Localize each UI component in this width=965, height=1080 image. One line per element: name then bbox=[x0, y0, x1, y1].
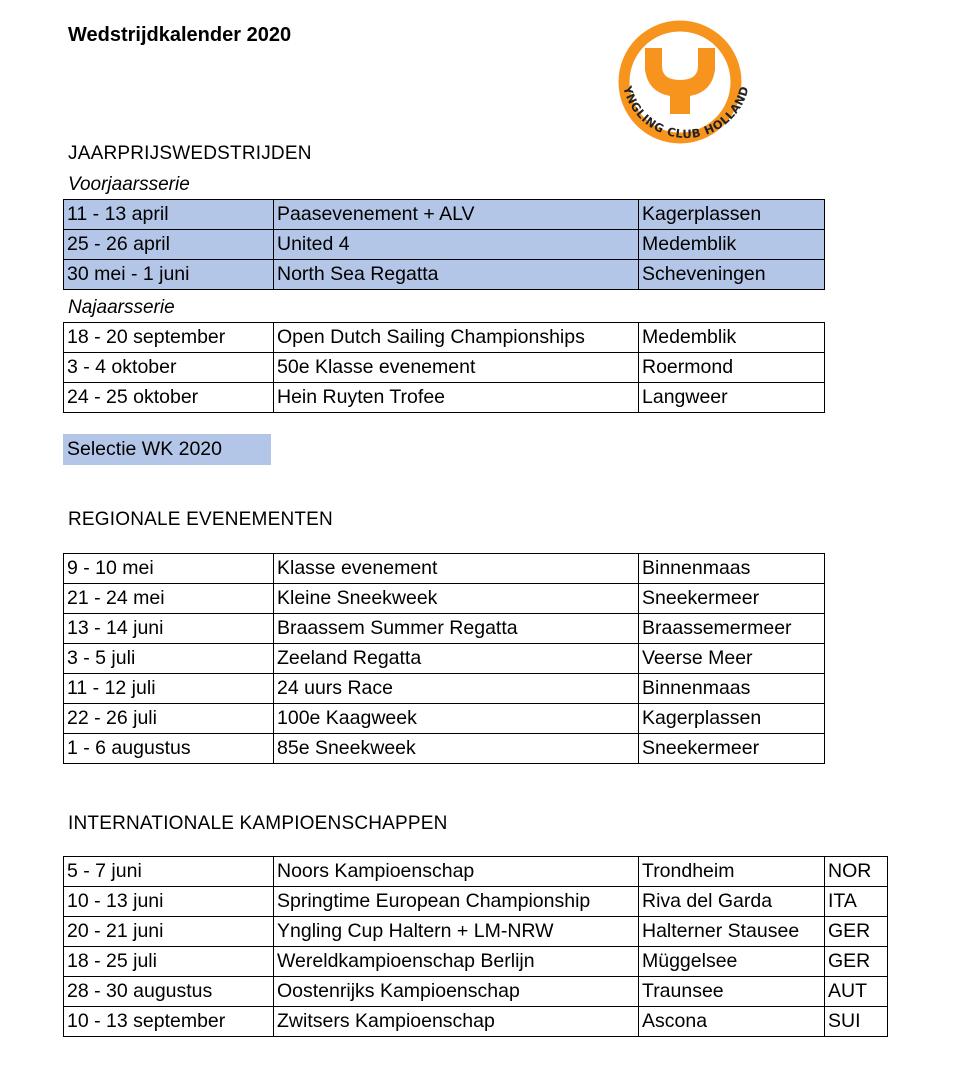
date-cell: 10 - 13 september bbox=[64, 1007, 274, 1037]
date-cell: 25 - 26 april bbox=[64, 230, 274, 260]
date-cell: 3 - 5 juli bbox=[64, 644, 274, 674]
event-cell: 50e Klasse evenement bbox=[274, 353, 639, 383]
section-heading-internationaal: INTERNATIONALE KAMPIOENSCHAPPEN bbox=[68, 813, 448, 834]
section-heading-regionaal: REGIONALE EVENEMENTEN bbox=[68, 509, 333, 530]
svg-text:YNGLING CLUB HOLLAND: YNGLING CLUB HOLLAND bbox=[620, 84, 752, 142]
date-cell: 5 - 7 juni bbox=[64, 857, 274, 887]
table-row bbox=[64, 734, 825, 764]
date-cell: 18 - 20 september bbox=[64, 323, 274, 353]
event-cell: Braassem Summer Regatta bbox=[274, 614, 639, 644]
event-cell: Springtime European Championship bbox=[274, 887, 639, 917]
subheading-voorjaarsserie: Voorjaarsserie bbox=[68, 174, 190, 195]
event-cell: Wereldkampioenschap Berlijn bbox=[274, 947, 639, 977]
table-row bbox=[64, 917, 888, 947]
event-cell: Oostenrijks Kampioenschap bbox=[274, 977, 639, 1007]
table-row bbox=[64, 323, 825, 353]
date-cell: 13 - 14 juni bbox=[64, 614, 274, 644]
table-row bbox=[64, 887, 888, 917]
date-cell: 22 - 26 juli bbox=[64, 704, 274, 734]
location-cell: Trondheim bbox=[639, 857, 825, 887]
location-cell: Medemblik bbox=[639, 230, 825, 260]
location-cell: Medemblik bbox=[639, 323, 825, 353]
date-cell: 20 - 21 juni bbox=[64, 917, 274, 947]
page-title: Wedstrijdkalender 2020 bbox=[68, 24, 292, 46]
date-cell: 9 - 10 mei bbox=[64, 554, 274, 584]
location-cell: Roermond bbox=[639, 353, 825, 383]
date-cell: 30 mei - 1 juni bbox=[64, 260, 274, 290]
voorjaarsserie-table bbox=[63, 199, 825, 290]
location-cell: Sneekermeer bbox=[639, 734, 825, 764]
location-cell: Traunsee bbox=[639, 977, 825, 1007]
location-cell: Braassemermeer bbox=[639, 614, 825, 644]
event-cell: United 4 bbox=[274, 230, 639, 260]
location-cell: Kagerplassen bbox=[639, 704, 825, 734]
country-cell: GER bbox=[825, 917, 888, 947]
location-cell: Kagerplassen bbox=[639, 200, 825, 230]
location-cell: Halterner Stausee bbox=[639, 917, 825, 947]
table-row bbox=[64, 353, 825, 383]
event-cell: 24 uurs Race bbox=[274, 674, 639, 704]
event-cell: 85e Sneekweek bbox=[274, 734, 639, 764]
event-cell: Klasse evenement bbox=[274, 554, 639, 584]
date-cell: 11 - 12 juli bbox=[64, 674, 274, 704]
internationale-kampioenschappen-table bbox=[63, 856, 888, 1037]
location-cell: Langweer bbox=[639, 383, 825, 413]
location-cell: Scheveningen bbox=[639, 260, 825, 290]
date-cell: 1 - 6 augustus bbox=[64, 734, 274, 764]
regionale-evenementen-table bbox=[63, 553, 825, 764]
date-cell: 10 - 13 juni bbox=[64, 887, 274, 917]
table-row bbox=[64, 200, 825, 230]
table-row bbox=[64, 554, 825, 584]
event-cell: North Sea Regatta bbox=[274, 260, 639, 290]
event-cell: Yngling Cup Haltern + LM-NRW bbox=[274, 917, 639, 947]
country-cell: AUT bbox=[825, 977, 888, 1007]
table-row bbox=[64, 1007, 888, 1037]
event-cell: Zwitsers Kampioenschap bbox=[274, 1007, 639, 1037]
location-cell: Binnenmaas bbox=[639, 674, 825, 704]
event-cell: Zeeland Regatta bbox=[274, 644, 639, 674]
event-cell: 100e Kaagweek bbox=[274, 704, 639, 734]
location-cell: Ascona bbox=[639, 1007, 825, 1037]
table-row bbox=[64, 977, 888, 1007]
selectie-wk-label: Selectie WK 2020 bbox=[63, 434, 271, 465]
country-cell: SUI bbox=[825, 1007, 888, 1037]
date-cell: 28 - 30 augustus bbox=[64, 977, 274, 1007]
date-cell: 21 - 24 mei bbox=[64, 584, 274, 614]
location-cell: Binnenmaas bbox=[639, 554, 825, 584]
country-cell: ITA bbox=[825, 887, 888, 917]
country-cell: NOR bbox=[825, 857, 888, 887]
section-heading-jaarprijs: JAARPRIJSWEDSTRIJDEN bbox=[68, 143, 312, 164]
date-cell: 18 - 25 juli bbox=[64, 947, 274, 977]
table-row bbox=[64, 614, 825, 644]
table-row bbox=[64, 674, 825, 704]
table-row bbox=[64, 857, 888, 887]
table-row bbox=[64, 644, 825, 674]
table-row bbox=[64, 704, 825, 734]
table-row bbox=[64, 947, 888, 977]
location-cell: Veerse Meer bbox=[639, 644, 825, 674]
event-cell: Noors Kampioenschap bbox=[274, 857, 639, 887]
date-cell: 24 - 25 oktober bbox=[64, 383, 274, 413]
date-cell: 3 - 4 oktober bbox=[64, 353, 274, 383]
table-row bbox=[64, 230, 825, 260]
table-row bbox=[64, 383, 825, 413]
subheading-najaarsserie: Najaarsserie bbox=[68, 297, 175, 318]
event-cell: Kleine Sneekweek bbox=[274, 584, 639, 614]
najaarsserie-table bbox=[63, 322, 825, 413]
location-cell: Müggelsee bbox=[639, 947, 825, 977]
event-cell: Paasevenement + ALV bbox=[274, 200, 639, 230]
event-cell: Hein Ruyten Trofee bbox=[274, 383, 639, 413]
table-row bbox=[64, 260, 825, 290]
table-row bbox=[64, 584, 825, 614]
location-cell: Riva del Garda bbox=[639, 887, 825, 917]
country-cell: GER bbox=[825, 947, 888, 977]
location-cell: Sneekermeer bbox=[639, 584, 825, 614]
yngling-club-holland-logo bbox=[600, 14, 760, 164]
date-cell: 11 - 13 april bbox=[64, 200, 274, 230]
event-cell: Open Dutch Sailing Championships bbox=[274, 323, 639, 353]
